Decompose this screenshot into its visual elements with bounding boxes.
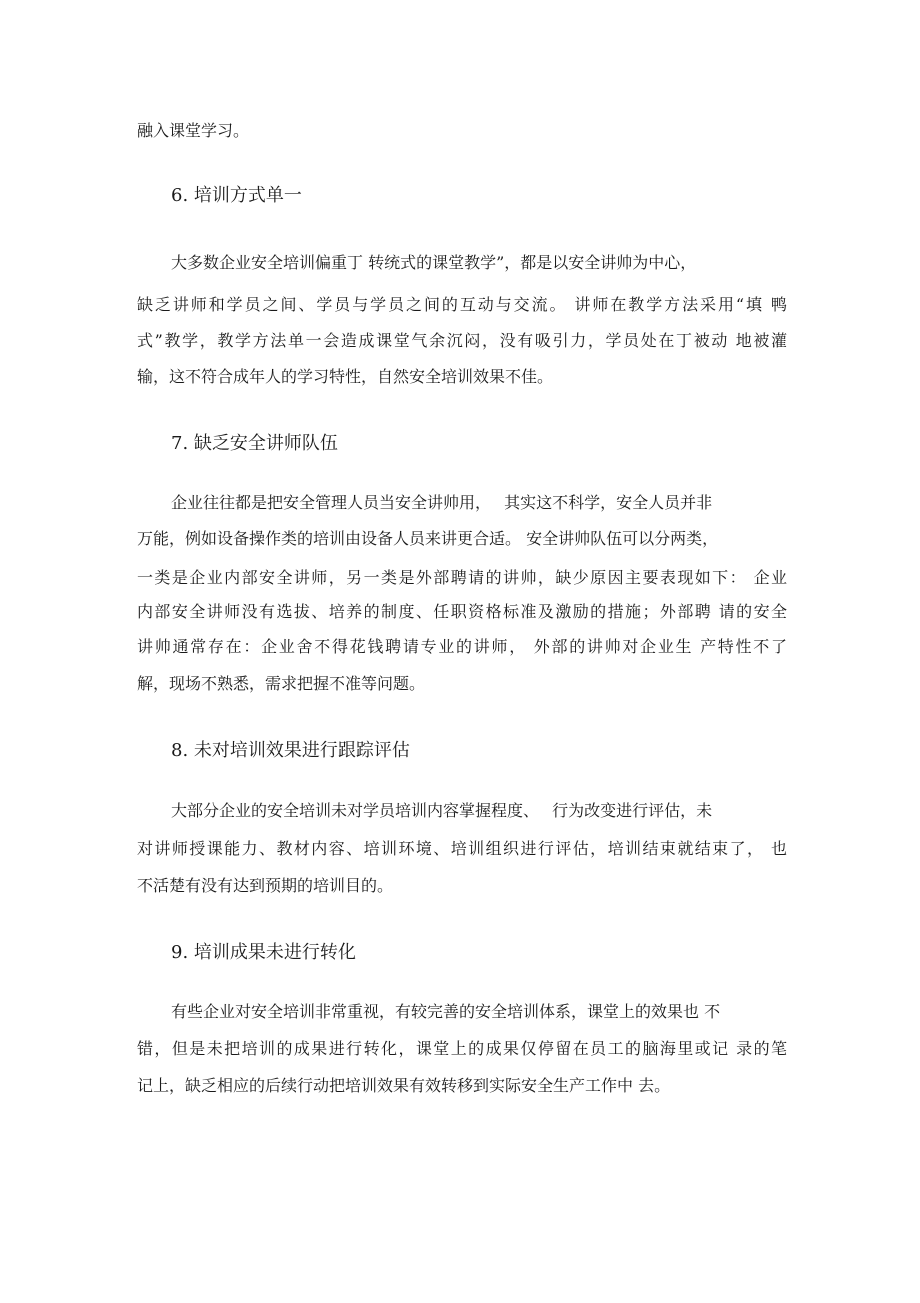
paragraph-line: 一类是企业内部安全讲师，另一类是外部聘请的讲帅，缺少原因主要表现如下： 企业: [137, 568, 787, 587]
section-heading-6: 6. 培训方式单一: [171, 185, 302, 206]
paragraph-line: 讲帅通常存在：企业舍不得花钱聘请专业的讲师， 外部的讲帅对企业生 产特性不了: [137, 637, 787, 656]
paragraph-line: 融入课堂学习。: [137, 121, 250, 140]
paragraph-line: 式”教学，教学方法单一会造成课堂气余沉闷，没有吸引力，学员处在丁被动 地被灌: [137, 331, 787, 350]
paragraph-line: 输，这不符合成年人的学习特性，自然安全培训效果不佳。: [137, 367, 554, 386]
paragraph-line: 对讲师授课能力、教材内容、培训环境、培训组织进行评估，培训结束就结束了， 也: [137, 839, 787, 858]
paragraph-line: 不活楚有没有达到预期的培训目的。: [137, 876, 394, 895]
paragraph-line: 企业往往都是把安全管理人员当安全讲帅用， 其实这不科学，安全人员并非: [171, 493, 713, 512]
section-heading-8: 8. 未对培训效果进行跟踪评估: [171, 740, 410, 761]
paragraph-line: 万能，例如设备操作类的培训由设备人员来讲更合适。 安全讲帅队伍可以分两类，: [137, 529, 719, 548]
paragraph-line: 大多数企业安全培训偏重丁 转统式的课堂教学”，都是以安全讲帅为中心，: [171, 253, 697, 272]
paragraph-line: 缺乏讲师和学员之间、学员与学员之间的互动与交流。 讲师在教学方法采用“填 鸭: [137, 295, 787, 314]
paragraph-line: 大部分企业的安全培训未对学员培训内容掌握程度、 行为改变进行评估，未: [171, 801, 713, 820]
paragraph-line: 有些企业对安全培训非常重视，有较完善的安全培训体系，课堂上的效果也 不: [171, 1002, 721, 1021]
paragraph-line: 记上，缺乏相应的后续行动把培训效果有效转移到实际安全生产工作中 去。: [137, 1076, 671, 1095]
paragraph-line: 内部安全讲师没有选拔、培养的制度、任职资格标准及激励的措施；外部聘 请的安全: [137, 602, 787, 621]
section-heading-7: 7. 缺乏安全讲师队伍: [171, 433, 338, 454]
paragraph-line: 解，现场不熟悉，需求把握不准等问题。: [137, 674, 426, 693]
section-heading-9: 9. 培训成果未进行转化: [171, 942, 356, 963]
paragraph-line: 错，但是未把培训的成果进行转化，课堂上的成果仅停留在员工的脑海里或记 录的笔: [137, 1039, 787, 1058]
